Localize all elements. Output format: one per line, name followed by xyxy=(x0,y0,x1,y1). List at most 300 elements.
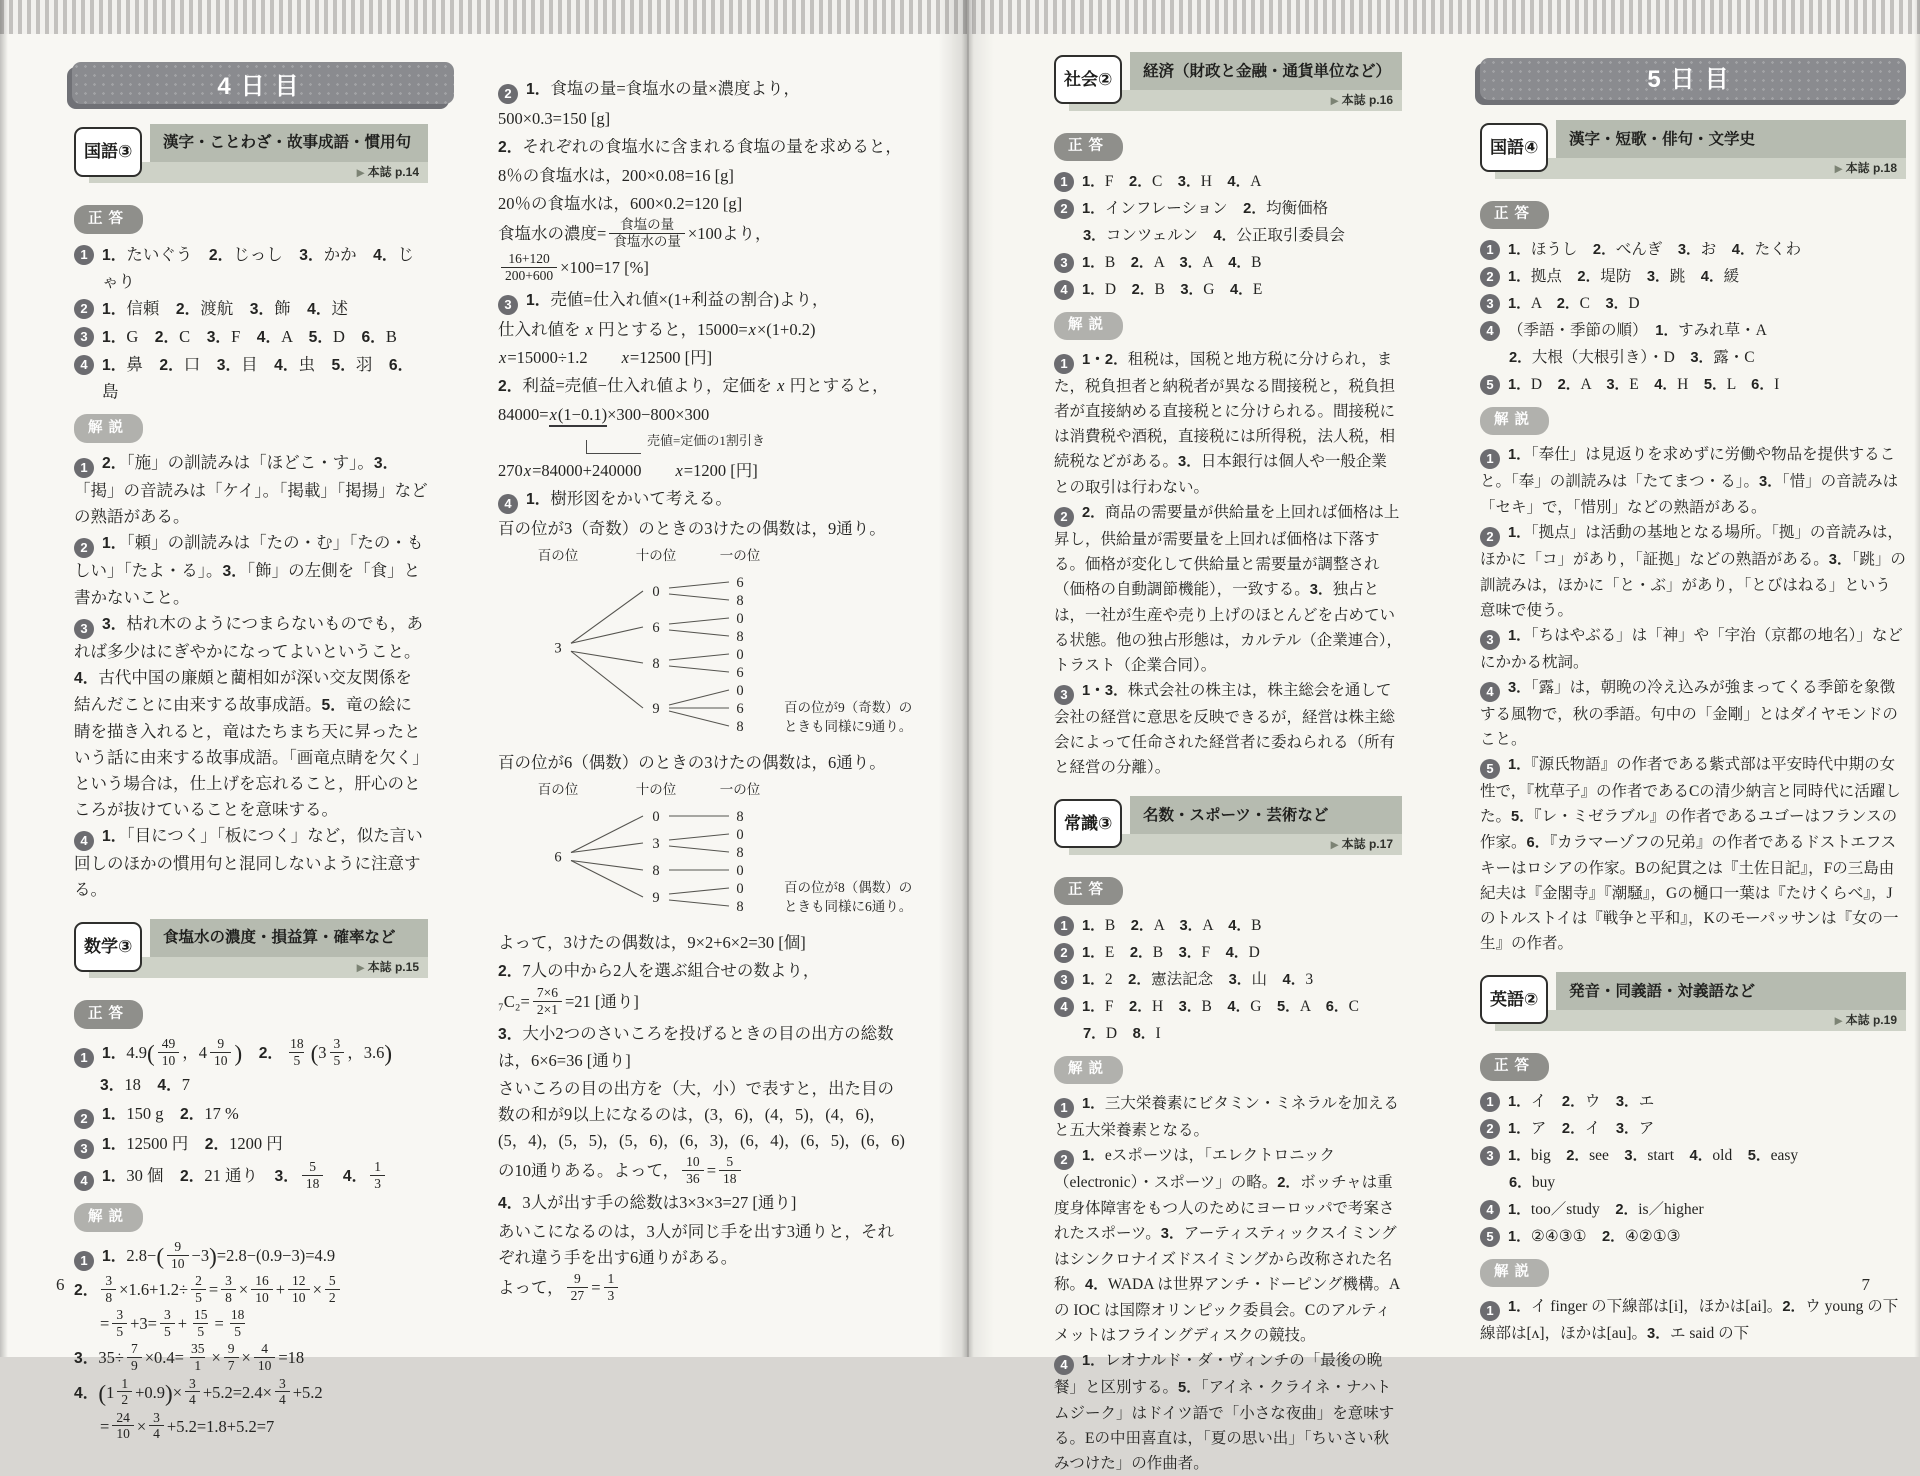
fraction: $\frac{24}{10}$ xyxy=(112,1410,134,1442)
svg-text:一の位: 一の位 xyxy=(719,782,761,798)
answer-text: 3．コンツェルン 4．公正取引委員会 xyxy=(1083,227,1345,244)
answer-row xyxy=(1054,994,1402,1020)
answer-row xyxy=(1054,1021,1402,1047)
explanation-pill: 解説 xyxy=(1480,1259,1549,1287)
item-number-badge: 4 xyxy=(1054,997,1074,1017)
fraction: $\frac{35}{1}$ xyxy=(190,1341,205,1374)
math-expl-probability-intro xyxy=(498,486,910,542)
answer-text: 1．E 2．B 3．F 4．D xyxy=(1082,944,1260,961)
formula-line: 3 1．12500 円 2．1200 円 xyxy=(74,1131,428,1159)
item-number-badge: 4 xyxy=(74,831,94,851)
correct-answer-pill: 正答 xyxy=(74,1000,143,1029)
fraction: $\frac{7}{9}$ xyxy=(127,1341,142,1373)
fraction: $\frac{5}{18}$ xyxy=(719,1154,741,1186)
fraction: $\frac{9}{27}$ xyxy=(567,1271,589,1303)
fraction: $\frac{1}{2}$ xyxy=(117,1376,132,1408)
item-number-badge: 4 xyxy=(1054,280,1074,300)
formula-line: 2． $\frac{3}{8}$ ×1.6+1.2÷ $\frac{2}{5}$ = $\frac{3}{8}$ × $\frac{16}{10}$ + $\frac{12}{10}$ × $\frac{5}{2}$ xyxy=(74,1275,428,1307)
item-number-badge: 1 xyxy=(74,1048,94,1068)
explanation-paragraph: 1 1．三大栄養素にビタミン・ミネラルを加えると五大栄養素となる。 xyxy=(1054,1095,1399,1139)
svg-text:百の位: 百の位 xyxy=(537,548,579,564)
fraction: $\frac{16+120}{200+600}$ xyxy=(501,251,557,283)
page-ref: ▶ 本誌 p.14 xyxy=(357,159,419,186)
fraction: $\frac{3}{5}$ xyxy=(112,1307,127,1339)
item-number-badge: 2 xyxy=(1054,943,1074,963)
fraction: $\frac{3}{8}$ xyxy=(101,1273,116,1305)
answer-text: 1．G 2．C 3．F 4．A 5．D 6．B xyxy=(102,327,397,346)
math-expl-salt-water xyxy=(498,76,910,285)
svg-text:0: 0 xyxy=(652,584,660,601)
formula-line: x=15000÷1.2 x=12500 [円] xyxy=(499,348,713,368)
formula-line: 4．3人が出す手の総数は3×3×3=27 [通り] xyxy=(498,1193,797,1213)
formula-line: $\frac{16+120}{200+600}$ ×100=17 [%] xyxy=(498,253,910,285)
correct-answer-pill: 正答 xyxy=(1480,201,1549,229)
answer-row xyxy=(1480,345,1906,371)
formula-line: 500×0.3=150 [g] xyxy=(498,109,611,128)
fraction: $\frac{5}{2}$ xyxy=(325,1273,340,1305)
tree-diagram-svg xyxy=(498,780,913,924)
paren: ) xyxy=(209,1243,217,1270)
answer-row xyxy=(1054,169,1402,195)
item-number-badge: 3 xyxy=(1054,253,1074,273)
answer-text: 1．ほうし 2．べんぎ 3．お 4．たくわ xyxy=(1508,241,1802,258)
formula-line: 3．35÷ $\frac{7}{9}$ ×0.4= $\frac{35}{1}$ × $\frac{9}{7}$ × $\frac{4}{10}$ =18 xyxy=(74,1341,305,1374)
answer-row xyxy=(1054,277,1402,303)
section-title: 漢字・短歌・俳句・文学史 xyxy=(1569,130,1756,148)
item-number-badge: 2 xyxy=(1054,507,1074,527)
answer-text: 1．A 2．C 3．D xyxy=(1508,295,1640,312)
column-day4-left xyxy=(74,122,428,1446)
fraction: $\frac{49}{10}$ xyxy=(158,1036,180,1068)
svg-text:9: 9 xyxy=(652,701,660,718)
item-number-badge: 2 xyxy=(74,1109,94,1129)
section-title-bar xyxy=(1130,796,1402,834)
formula-line: 百の位が3（奇数）のときの3けたの偶数は，9通り。 xyxy=(498,519,886,539)
explanation-pill: 解説 xyxy=(74,1203,143,1232)
svg-text:0: 0 xyxy=(736,881,744,898)
formula-line: ₇C₂= $\frac{7\times 6}{2\times 1}$ =21 [通り] xyxy=(498,985,639,1017)
fraction: $\frac{18}{5}$ xyxy=(290,1036,304,1068)
fraction: $\frac{2}{5}$ xyxy=(191,1273,206,1305)
paren: ( xyxy=(156,1243,165,1270)
fraction: $\frac{3}{4}$ xyxy=(149,1410,164,1442)
formula-line: 食塩水の濃度= $\frac{\text{食塩の量}}{\text{食塩水の量}}$ ×100より， xyxy=(498,217,772,249)
answer-text: 1．too／study 2．is／higher xyxy=(1508,1201,1704,1218)
section-header-eigo2 xyxy=(1480,972,1906,1033)
answer-row xyxy=(1054,967,1402,993)
note-text: 売値=定価の1割引き xyxy=(647,433,765,449)
formula-line: 1 1．4.9( $\frac{49}{10}$ ，4 $\frac{9}{10}$ ) 2． $\frac{18}{5}$ (3 $\frac{3}{5}$ ，3.6) xyxy=(74,1038,428,1070)
formula-line: 2．利益=売値−仕入れ値より，定価を x 円とすると， xyxy=(498,376,889,396)
svg-text:0: 0 xyxy=(736,683,744,700)
formula-line: 4 1．30 個 2．21 通り 3． $\frac{5}{18}$ 4． $\frac{1}{3}$ xyxy=(74,1161,428,1193)
svg-text:3: 3 xyxy=(652,836,660,853)
page-number-left: 6 xyxy=(56,1275,65,1294)
fraction: $\frac{10}{36}$ xyxy=(682,1154,704,1186)
fraction: $\frac{3}{5}$ xyxy=(330,1036,345,1068)
answer-text: 1．B 2．A 3．A 4．B xyxy=(1082,917,1262,934)
answer-row xyxy=(1480,1170,1906,1196)
answer-row xyxy=(74,324,428,351)
explanation-pill: 解説 xyxy=(74,414,143,443)
joshiki3-answers-list xyxy=(1054,913,1402,1047)
answer-text: 1．鼻 2．口 3．目 4．虫 5．羽 6．島 xyxy=(102,355,414,401)
svg-text:0: 0 xyxy=(736,827,744,844)
shakai2-explanations xyxy=(1054,347,1402,780)
answer-row xyxy=(1480,318,1906,344)
explanation-paragraph: 3 1．「ちはやぶる」は「神」や「宇治（京都の地名）」などにかかる枕詞。 xyxy=(1480,627,1903,671)
kokugo4-answers-list xyxy=(1480,237,1906,398)
item-number-badge: 4 xyxy=(1054,1355,1074,1375)
explanation-paragraph: 5 1．『源氏物語』の作者である紫式部は平安時代中期の女性で，『枕草子』の作者であるCの清少納言と同時代に活躍した。5．『レ・ミゼラブル』の作者であるユゴーはフランスの作家。6．『カラマーゾフの兄弟』の作者であるドストエフスキーはロシアの作家。Bの紀貫之は『土佐日記』，Fの三島由紀夫は『金閣寺』『潮騒』，Gの樋口一葉は『たけくらべ』，Jのトルストイは『戦争と平和』，Kのモーパッサンは『女の一生』の作者。 xyxy=(1480,756,1901,952)
answer-row xyxy=(1480,1089,1906,1115)
item-number-badge: 5 xyxy=(1480,375,1500,395)
formula-line: 8％の食塩水は，200×0.08=16 [g] xyxy=(498,166,734,185)
section-header-shakai2 xyxy=(1054,52,1402,113)
fraction: $\frac{1}{3}$ xyxy=(604,1271,619,1303)
item-number-badge: 1 xyxy=(1054,916,1074,936)
item-number-badge: 1 xyxy=(74,1251,94,1271)
svg-text:0: 0 xyxy=(736,647,744,664)
fraction: $\frac{15}{5}$ xyxy=(194,1307,208,1339)
tree-diagram-hundreds-3 xyxy=(498,546,913,744)
page-ref: ▶ 本誌 p.15 xyxy=(357,954,419,981)
explanation-paragraph: 1 1．「奉仕」は見返りを求めずに労働や物品を提供すること。「奉」の訓読みは「たてまつ・る」。3．「惜」の音読みは「セキ」で，「惜別」などの熟語がある。 xyxy=(1480,446,1899,516)
page-ref: ▶ 本誌 p.19 xyxy=(1835,1008,1897,1034)
math-expl-probability-mid xyxy=(498,750,910,776)
fraction: $\frac{9}{10}$ xyxy=(167,1239,189,1271)
svg-text:ときも同様に9通り。: ときも同様に9通り。 xyxy=(784,719,913,735)
page-ref: ▶ 本誌 p.18 xyxy=(1835,156,1897,182)
item-number-badge: 2 xyxy=(74,299,94,319)
fraction: $\frac{16}{10}$ xyxy=(251,1273,273,1305)
item-number-badge: 3 xyxy=(1480,294,1500,314)
answer-text: 1．信頼 2．渡航 3．飾 4．述 xyxy=(102,299,348,318)
item-number-badge: 1 xyxy=(1480,1092,1500,1112)
formula-line: 2 1．食塩の量=食塩水の量×濃度より， xyxy=(498,76,910,104)
svg-text:9: 9 xyxy=(652,890,660,907)
correct-answer-pill: 正答 xyxy=(74,205,143,234)
answer-row xyxy=(1480,1224,1906,1250)
formula-line: 2 1．150 g 2．17 % xyxy=(74,1101,428,1129)
svg-text:8: 8 xyxy=(736,845,744,862)
svg-text:3: 3 xyxy=(554,640,562,657)
answer-text: （季語・季節の順） 1．すみれ草・A xyxy=(1508,322,1767,339)
explanation-paragraph: 3 3．枯れ木のようにつまらないものでも，あれば多少はにぎやかになってよいということ。4．古代中国の廉頗と藺相如が深い交友関係を結んだことに由来する故事成語。5．竜の絵に睛を描き入れると，竜はたちまち天に昇ったという話に由来する故事成語。「画竜点睛を欠く」という場合は，仕上げを忘れること，肝心のところが抜けていることを意味する。 xyxy=(74,614,424,819)
explanation-paragraph: 2 2．商品の需要量が供給量を上回れば価格は上昇し，供給量が需要量を上回れば価格は下落する。価格が変化して供給量と需要量が調整され（価格の自動調節機能），一致する。3．独占とは，一社が生産や売り上げのほとんどを占めている状態。他の独占形態は，カルテル（企業連合），トラスト（企業合同）。 xyxy=(1054,504,1402,674)
fraction: $\frac{12}{10}$ xyxy=(288,1273,310,1305)
section-title: 漢字・ことわざ・故事成語・慣用句 xyxy=(163,134,412,151)
item-number-badge: 1 xyxy=(1054,354,1074,374)
item-number-badge: 2 xyxy=(498,84,518,104)
item-number-badge: 5 xyxy=(1480,1227,1500,1247)
fraction: $\frac{\text{食塩の量}}{\text{食塩水の量}}$ xyxy=(609,217,685,249)
formula-line: 2．それぞれの食塩水に含まれる食塩の量を求めると， xyxy=(498,137,902,156)
explanation-paragraph: 4 1．「目につく」「板につく」など，似た言い回しのほかの慣用句と混同しないように注意する。 xyxy=(74,826,423,899)
formula-line: の10通りある。よって， $\frac{10}{36}$ = $\frac{5}{18}$ xyxy=(498,1156,910,1188)
formula-line: 百の位が6（偶数）のときの3けたの偶数は，6通り。 xyxy=(498,753,886,773)
underlined-term: x(1−0.1) xyxy=(549,405,608,427)
fraction: $\frac{5}{18}$ xyxy=(302,1159,324,1191)
section-title: 発音・同義語・対義語など xyxy=(1569,982,1756,1000)
item-number-badge: 2 xyxy=(1054,199,1074,219)
connector-line-icon xyxy=(586,440,641,454)
item-number-badge: 1 xyxy=(1054,172,1074,192)
fraction: $\frac{4}{10}$ xyxy=(254,1341,276,1373)
section-title: 名数・スポーツ・芸術など xyxy=(1143,806,1329,824)
explanation-pill: 解説 xyxy=(1054,312,1123,340)
fraction: $\frac{1}{3}$ xyxy=(370,1159,385,1191)
svg-text:百の位が9（奇数）の: 百の位が9（奇数）の xyxy=(784,700,913,716)
item-number-badge: 3 xyxy=(1480,630,1500,650)
sugaku3-answers-list xyxy=(74,1038,428,1193)
formula-line: 2．7人の中から2人を選ぶ組合せの数より， xyxy=(498,961,820,981)
explanation-pill: 解説 xyxy=(1480,407,1549,435)
section-title-bar xyxy=(1130,52,1402,90)
section-title-bar xyxy=(150,919,428,957)
paren: ) xyxy=(384,1040,393,1067)
answer-text: 2．大根（大根引き）・D 3．露・C xyxy=(1509,349,1755,366)
explanation-paragraph: 2 1．「拠点」は活動の基地となる場所。「拠」の音読みは，ほかに「コ」があり，「証拠」などの熟語がある。3．「跳」の訓読みは，ほかに「と・ぶ」があり，「とびはねる」という意味で使う。 xyxy=(1480,524,1906,619)
column-day4-right-math xyxy=(498,74,913,1307)
svg-text:8: 8 xyxy=(736,629,744,646)
item-number-badge: 2 xyxy=(1054,1150,1074,1170)
answer-text: 6．buy xyxy=(1509,1174,1556,1191)
item-number-badge: 3 xyxy=(74,619,94,639)
section-header-joshiki3 xyxy=(1054,796,1402,857)
formula-line: 84000=x(1−0.1)×300−800×300 xyxy=(498,402,910,428)
item-number-badge: 4 xyxy=(74,355,94,375)
kokugo4-explanations xyxy=(1480,442,1906,956)
day-banner-day5: 5日目 xyxy=(1480,58,1906,100)
fraction: $\frac{9}{7}$ xyxy=(224,1341,239,1373)
explanation-paragraph: 2 1．eスポーツは，「エレクトロニック（electronic）・スポーツ」の略。2．ボッチャは重度身体障害をもつ人のためにヨーロッパで考案されたスポーツ。3．アーティスティックスイミングはシンクロナイズドスイミングから改称された名称。4．WADA は世界アンチ・ドーピング機構。Aの IOC は国際オリンピック委員会。Cのアルティメットはフライングディスクの競技。 xyxy=(1054,1147,1401,1344)
svg-text:8: 8 xyxy=(652,656,660,673)
item-number-badge: 4 xyxy=(1480,321,1500,341)
answer-text: 7．D 8．I xyxy=(1083,1025,1161,1042)
annotation-note xyxy=(586,430,910,454)
formula-line: 3．18 4．7 xyxy=(100,1075,190,1095)
correct-answer-pill: 正答 xyxy=(1480,1053,1549,1081)
svg-text:8: 8 xyxy=(736,719,744,736)
paren: ( xyxy=(147,1040,155,1067)
formula-line: 270x=84000+240000 x=1200 [円] xyxy=(498,461,758,481)
answer-row xyxy=(1054,940,1402,966)
answer-text: 1．②④③① 2．④②①③ xyxy=(1508,1228,1681,1245)
fraction: $\frac{3}{4}$ xyxy=(275,1376,290,1408)
page-number-right: 7 xyxy=(1861,1275,1870,1294)
svg-text:十の位: 十の位 xyxy=(635,782,677,798)
formula-line: 4 1．樹形図をかいて考える。 xyxy=(498,486,910,514)
answer-row xyxy=(74,296,428,323)
answer-text: 1．F 2．H 3．B 4．G 5．A 6．C xyxy=(1082,998,1359,1015)
svg-text:8: 8 xyxy=(736,899,744,916)
section-title-bar xyxy=(1556,120,1906,158)
item-number-badge: 2 xyxy=(74,538,94,558)
answer-row xyxy=(1480,1143,1906,1169)
page-ref: ▶ 本誌 p.16 xyxy=(1331,88,1393,114)
formula-line: 仕入れ値を x 円とすると，15000=x×(1+0.2) xyxy=(498,320,816,340)
answer-row xyxy=(1054,196,1402,222)
svg-text:6: 6 xyxy=(736,701,744,718)
answer-row xyxy=(1480,264,1906,290)
section-title: 食塩水の濃度・損益算・確率など xyxy=(163,929,396,946)
answer-row xyxy=(74,242,428,295)
formula-line: あいこになるのは，3人が同じ手を出す3通りと，それぞれ違う手を出す6通りがある。 xyxy=(498,1222,894,1268)
eigo2-answers-list xyxy=(1480,1089,1906,1250)
kokugo3-explanations xyxy=(74,450,428,903)
svg-text:8: 8 xyxy=(736,593,744,610)
fraction: $\frac{9}{10}$ xyxy=(210,1036,232,1068)
item-number-badge: 1 xyxy=(1054,1098,1074,1118)
formula-line: 4．(1 $\frac{1}{2}$ +0.9)× $\frac{3}{4}$ +5.2=2.4× $\frac{3}{4}$ +5.2 xyxy=(74,1375,323,1408)
explanation-paragraph: 4 3．「露」は，朝晩の冷え込みが強まってくる季節を象徴する風物で，秋の季語。句中の「金剛」とはダイヤモンドのこと。 xyxy=(1480,679,1898,748)
correct-answer-pill: 正答 xyxy=(1054,133,1123,161)
answer-text: 1．2 2．憲法記念 3．山 4．3 xyxy=(1082,971,1314,988)
item-number-badge: 1 xyxy=(74,458,94,478)
correct-answer-pill: 正答 xyxy=(1054,877,1123,905)
svg-text:8: 8 xyxy=(736,809,744,826)
item-number-badge: 2 xyxy=(1480,267,1500,287)
answer-row xyxy=(1480,1197,1906,1223)
sugaku3-explanations xyxy=(74,1241,428,1444)
answer-row xyxy=(1054,250,1402,276)
item-number-badge: 2 xyxy=(1480,1119,1500,1139)
book-icon-label: 数学③ xyxy=(74,922,142,972)
book-icon-label: 英語② xyxy=(1480,975,1548,1024)
svg-text:0: 0 xyxy=(652,809,660,826)
fraction: $\frac{18}{5}$ xyxy=(230,1307,245,1339)
svg-text:6: 6 xyxy=(736,665,744,682)
item-number-badge: 4 xyxy=(498,494,518,514)
svg-text:百の位が8（偶数）の: 百の位が8（偶数）の xyxy=(784,880,913,896)
explanation-paragraph: 1 1・2．租税は，国税と地方税に分けられ，また，税負担者と納税者が異なる間接税と，税負担者が直接納める直接税とに分けられる。間接税には消費税や酒税，直接税には所得税，法人税，相続税などがある。3．日本銀行は個人や一般企業との取引は行わない。 xyxy=(1054,351,1396,496)
page-spine xyxy=(938,0,994,1357)
item-number-badge: 1 xyxy=(1480,240,1500,260)
explanation-paragraph: 4 1．レオナルド・ダ・ヴィンチの「最後の晩餐」と区別する。5．「アイネ・クライネ・ナハトムジーク」はドイツ語で「小さな夜曲」を意味する。Eの中田喜直は，「夏の思い出」「ちいさい秋みつけた」の作曲者。 xyxy=(1054,1352,1395,1472)
item-number-badge: 4 xyxy=(1480,682,1500,702)
svg-text:一の位: 一の位 xyxy=(719,548,761,564)
math-expl-probability-rest xyxy=(498,930,910,1305)
section-title-bar xyxy=(1556,972,1906,1010)
answer-text: 1．F 2．C 3．H 4．A xyxy=(1082,173,1262,190)
formula-line: = $\frac{3}{5}$ +3= $\frac{3}{5}$ + $\frac{15}{5}$ = $\frac{18}{5}$ xyxy=(74,1309,428,1341)
svg-text:0: 0 xyxy=(736,863,744,880)
answer-text: 1．big 2．see 3．start 4．old 5．easy xyxy=(1508,1147,1799,1164)
formula-line: 3．大小2つのさいころを投げるときの目の出方の総数は，6×6=36 [通り] xyxy=(498,1024,894,1071)
item-number-badge: 3 xyxy=(1054,685,1074,705)
paren: ( xyxy=(98,1379,107,1406)
column-day5 xyxy=(1480,58,1906,1347)
fraction: $\frac{3}{5}$ xyxy=(160,1307,175,1339)
answer-text: 1．イ 2．ウ 3．エ xyxy=(1508,1093,1655,1110)
joshiki3-explanations xyxy=(1054,1091,1402,1476)
explanation-paragraph: 1 1．イ finger の下線部は[i]，ほかは[ai]。2．ウ young の下線部は[ʌ]，ほかは[au]。3．エ said の下 xyxy=(1480,1298,1899,1342)
scan-right-edge-shadow xyxy=(1914,0,1920,1357)
math-expl-profit-loss xyxy=(498,287,910,484)
svg-text:6: 6 xyxy=(652,620,660,637)
answer-text: 1．D 2．A 3．E 4．H 5．L 6．I xyxy=(1508,376,1780,393)
svg-text:0: 0 xyxy=(736,611,744,628)
item-number-badge: 3 xyxy=(1480,1146,1500,1166)
svg-text:8: 8 xyxy=(652,863,660,880)
day-banner-day4: 4日目 xyxy=(72,62,454,104)
explanation-pill: 解説 xyxy=(1054,1056,1123,1084)
explanation-paragraph: 3 1・3．株式会社の株主は，株主総会を通して会社の経営に意思を反映できるが，経営は株主総会によって任命された経営者に委ねられる（所有と経営の分離）。 xyxy=(1054,682,1396,776)
book-icon-label: 常識③ xyxy=(1054,799,1122,848)
explanation-paragraph: 1 2．「施」の訓読みは「ほどこ・す」。3．「掲」の音読みは「ケイ」。「掲載」「掲揚」などの熟語がある。 xyxy=(74,453,428,526)
answer-row xyxy=(1054,913,1402,939)
paren: ) xyxy=(234,1040,243,1067)
book-icon-label: 社会② xyxy=(1054,55,1122,104)
answer-text: 1．D 2．B 3．G 4．E xyxy=(1082,281,1263,298)
svg-text:6: 6 xyxy=(554,849,562,866)
formula-line: 3 1．売値=仕入れ値×(1+利益の割合)より， xyxy=(498,287,910,315)
formula-line: 20％の食塩水は，600×0.2=120 [g] xyxy=(498,194,743,213)
formula-line: よって， $\frac{9}{27}$ = $\frac{1}{3}$ xyxy=(498,1273,910,1305)
section-header-kokugo3 xyxy=(74,124,428,185)
scan-left-edge-shadow xyxy=(0,0,8,1357)
item-number-badge: 2 xyxy=(1480,527,1500,547)
formula-line: 1 1．2.8−( $\frac{9}{10}$ −3)=2.8−(0.9−3)=4.9 xyxy=(74,1241,428,1273)
item-number-badge: 5 xyxy=(1480,759,1500,779)
item-number-badge: 3 xyxy=(498,295,518,315)
answer-row xyxy=(1480,237,1906,263)
answer-row xyxy=(1054,223,1402,249)
fraction: $\frac{3}{4}$ xyxy=(185,1376,200,1408)
paren: ) xyxy=(165,1379,173,1406)
kokugo3-answers-list xyxy=(74,242,428,405)
answer-text: 1．ア 2．イ 3．ア xyxy=(1508,1120,1655,1137)
shakai2-answers-list xyxy=(1054,169,1402,303)
item-number-badge: 1 xyxy=(1480,1301,1500,1321)
column-day4-social xyxy=(1054,50,1402,1476)
answer-row xyxy=(1480,1116,1906,1142)
paren: ( xyxy=(310,1040,319,1067)
item-number-badge: 3 xyxy=(1054,970,1074,990)
section-subtitle-bar xyxy=(1495,158,1906,179)
tree-diagram-hundreds-6 xyxy=(498,780,913,924)
formula-line: = $\frac{24}{10}$ × $\frac{3}{4}$ +5.2=1.8+5.2=7 xyxy=(100,1409,275,1442)
answer-text: 1．たいぐう 2．じっし 3．かか 4．じゃり xyxy=(102,245,414,291)
fraction: $\frac{7\times 6}{2\times 1}$ xyxy=(533,985,562,1017)
formula-line: さいころの目の出方を（大，小）で表すと，出た目の数の和が9以上になるのは，(3，6)，(4，5)，(4，6)，(5，4)，(5，5)，(5，6)，(6，3)，(6，4)，(6，5)，(6，6) xyxy=(498,1079,905,1151)
answer-text: 1．B 2．A 3．A 4．B xyxy=(1082,254,1262,271)
section-header-sugaku3 xyxy=(74,919,428,980)
svg-text:百の位: 百の位 xyxy=(537,782,579,798)
eigo2-explanations xyxy=(1480,1294,1906,1347)
tree-diagram-svg xyxy=(498,546,913,744)
item-number-badge: 3 xyxy=(74,327,94,347)
explanation-paragraph: 2 1．「頼」の訓読みは「たの・む」「たの・もしい」「たよ・る」。3．「飾」の左側を「食」と書かないこと。 xyxy=(74,533,424,607)
answer-row xyxy=(1480,372,1906,398)
section-header-kokugo4 xyxy=(1480,120,1906,181)
answer-text: 1．インフレーション 2．均衡価格 xyxy=(1082,200,1329,217)
formula-line: よって，3けたの偶数は，9×2+6×2=30 [個] xyxy=(498,933,806,953)
book-icon-label: 国語④ xyxy=(1480,123,1548,172)
answer-text: 1．拠点 2．堤防 3．跳 4．緩 xyxy=(1508,268,1740,285)
svg-text:十の位: 十の位 xyxy=(635,548,677,564)
answer-row xyxy=(74,352,428,405)
section-title-bar xyxy=(150,124,428,162)
item-number-badge: 1 xyxy=(1480,449,1500,469)
page-ref: ▶ 本誌 p.17 xyxy=(1331,832,1393,858)
section-title: 経済（財政と金融・通貨単位など） xyxy=(1143,62,1392,80)
svg-text:6: 6 xyxy=(736,575,744,592)
fraction: $\frac{3}{8}$ xyxy=(221,1273,236,1305)
answer-row xyxy=(1480,291,1906,317)
item-number-badge: 1 xyxy=(74,245,94,265)
